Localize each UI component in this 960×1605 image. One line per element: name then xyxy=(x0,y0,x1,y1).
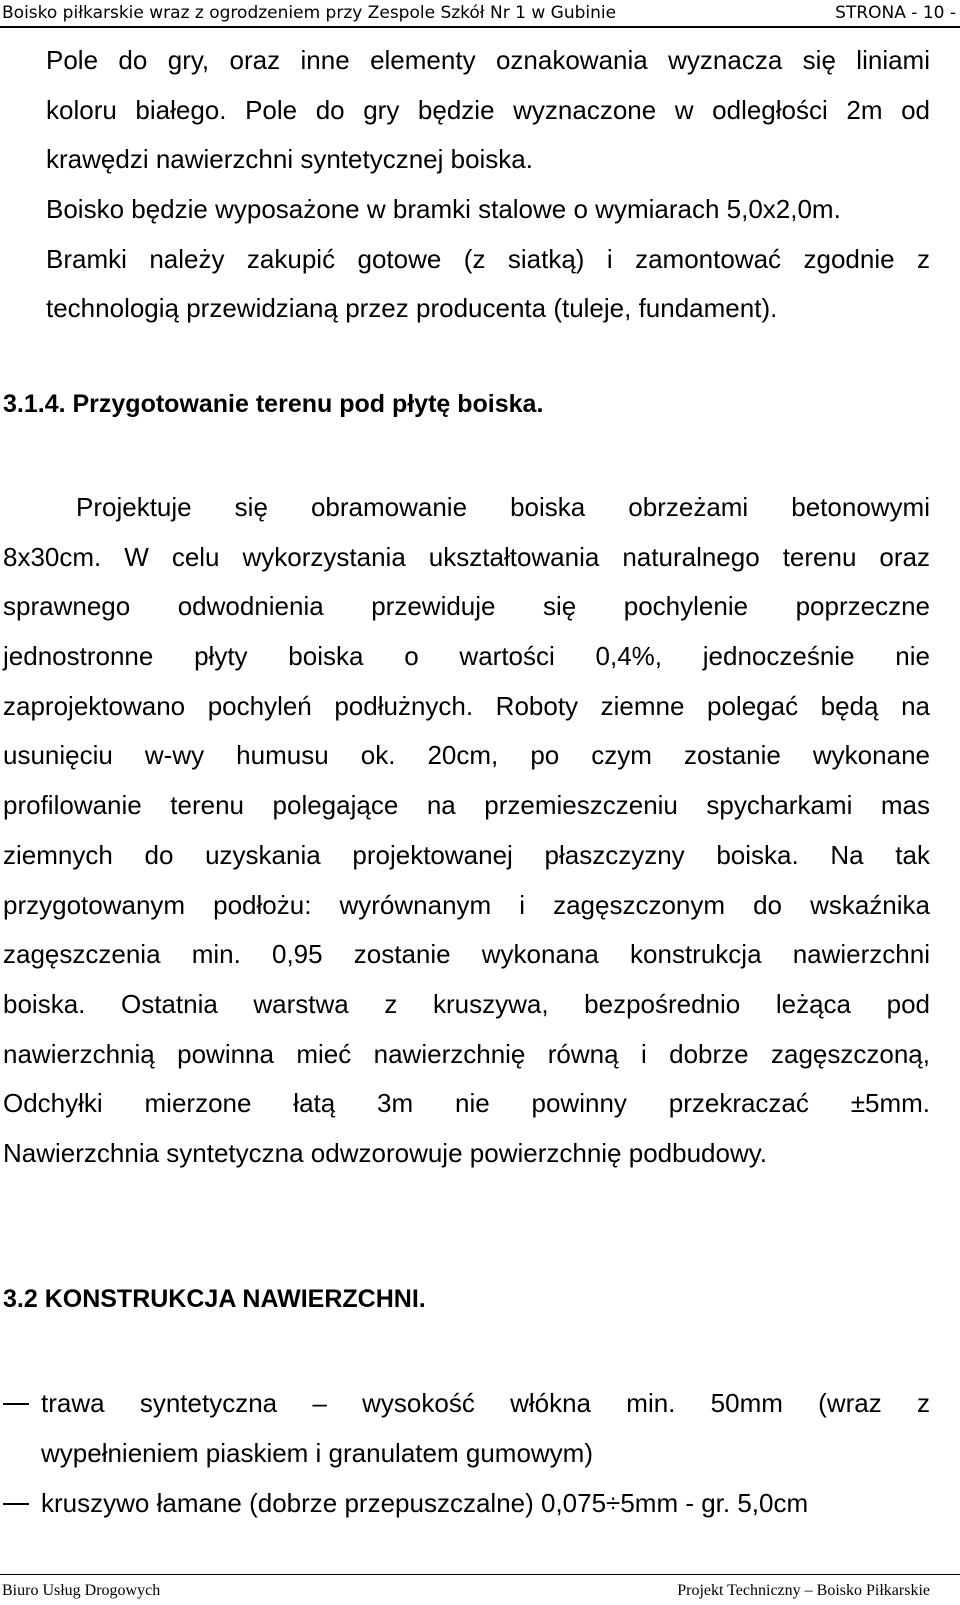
paragraph-line: zagęszczenia min. 0,95 zostanie wykonana konstrukcja nawierzchni xyxy=(3,939,930,970)
paragraph-line: nawierzchnią powinna mieć nawierzchnię równą i dobrze zagęszczoną, xyxy=(3,1038,930,1069)
footer-company: Biuro Usług Drogowych xyxy=(2,1582,161,1599)
construction-layers-list xyxy=(3,1378,930,1528)
dash-bullet xyxy=(3,1403,29,1405)
section-heading-3-1-4: 3.1.4. Przygotowanie terenu pod płytę boiska. xyxy=(3,390,544,418)
header-title: Boisko piłkarskie wraz z ogrodzeniem przy Zespole Szkół Nr 1 w Gubinie xyxy=(2,3,617,23)
paragraph-line: krawędzi nawierzchni syntetycznej boiska. xyxy=(46,144,533,175)
page-header xyxy=(0,0,960,28)
paragraph-line: Boisko będzie wyposażone w bramki stalowe o wymiarach 5,0x2,0m. xyxy=(46,194,841,225)
dash-bullet xyxy=(3,1503,29,1505)
page-footer xyxy=(0,1574,960,1605)
list-item xyxy=(3,1478,930,1528)
paragraph-line: Pole do gry, oraz inne elementy oznakowania wyznacza się liniami xyxy=(46,45,930,75)
header-page-number: STRONA - 10 - xyxy=(835,3,956,23)
footer-project: Projekt Techniczny – Boisko Piłkarskie xyxy=(677,1582,930,1599)
paragraph-line: 8x30cm. W celu wykorzystania ukształtowania naturalnego terenu oraz xyxy=(3,541,930,572)
paragraph-line: sprawnego odwodnienia przewiduje się pochylenie poprzeczne xyxy=(3,591,930,622)
paragraph-line: usunięciu w-wy humusu ok. 20cm, po czym zostanie wykonane xyxy=(3,740,930,771)
paragraph-line: boiska. Ostatnia warstwa z kruszywa, bezpośrednio leżąca pod xyxy=(3,988,930,1019)
list-item-line: wypełnieniem piaskiem i granulatem gumowym) xyxy=(41,1438,593,1468)
paragraph-line: ziemnych do uzyskania projektowanej płaszczyzny boiska. Na tak xyxy=(3,839,930,870)
paragraph-line: zaprojektowano pochyleń podłużnych. Roboty ziemne polegać będą na xyxy=(3,690,930,721)
paragraph-line: Bramki należy zakupić gotowe (z siatką) i zamontować zgodnie z xyxy=(46,243,930,274)
paragraph-line: przygotowanym podłożu: wyrównanym i zagęszczonym do wskaźnika xyxy=(3,889,930,920)
paragraph-site-preparation xyxy=(3,483,930,1179)
paragraph-boundary-markings xyxy=(46,36,930,334)
list-item xyxy=(3,1378,930,1478)
paragraph-line: Odchyłki mierzone łatą 3m nie powinny przekraczać ±5mm. xyxy=(3,1088,930,1119)
paragraph-line: jednostronne płyty boiska o wartości 0,4%, jednocześnie nie xyxy=(3,641,930,672)
paragraph-line: Projektuje się obramowanie boiska obrzeżami betonowymi xyxy=(76,492,930,522)
paragraph-line: profilowanie terenu polegające na przemieszczeniu spycharkami mas xyxy=(3,790,930,821)
section-heading-3-2: 3.2 KONSTRUKCJA NAWIERZCHNI. xyxy=(3,1285,426,1313)
list-item-line: kruszywo łamane (dobrze przepuszczalne) 0,075÷5mm - gr. 5,0cm xyxy=(41,1488,809,1518)
paragraph-line: koloru białego. Pole do gry będzie wyznaczone w odległości 2m od xyxy=(46,94,930,125)
paragraph-line: technologią przewidzianą przez producenta (tuleje, fundament). xyxy=(46,293,778,324)
list-item-line: trawa syntetyczna – wysokość włókna min. 50mm (wraz z xyxy=(41,1388,930,1418)
paragraph-line: Nawierzchnia syntetyczna odwzorowuje powierzchnię podbudowy. xyxy=(3,1137,768,1168)
